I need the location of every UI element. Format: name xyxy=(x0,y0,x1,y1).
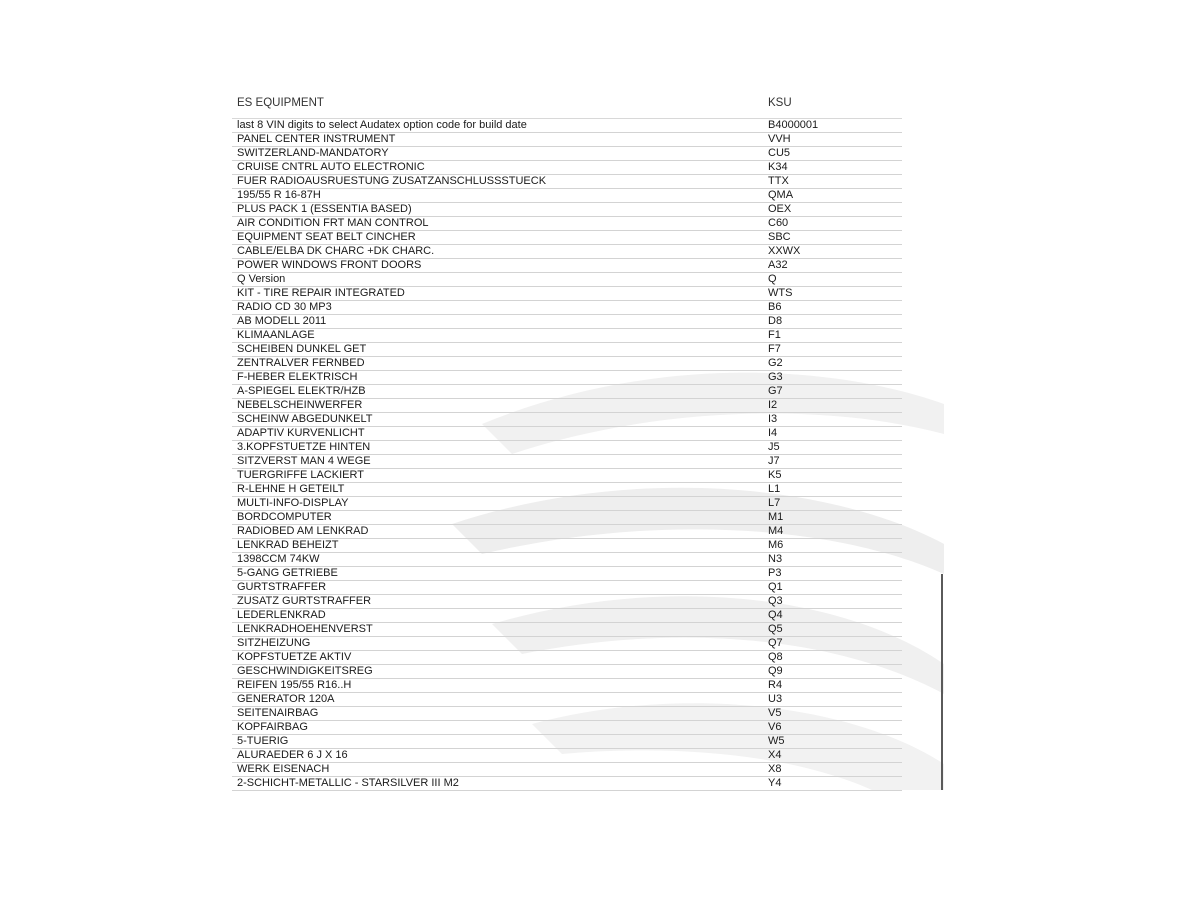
option-description: SCHEINW ABGEDUNKELT xyxy=(237,413,373,425)
option-code: CU5 xyxy=(768,147,791,159)
option-code: G7 xyxy=(768,385,783,397)
table-row xyxy=(232,231,902,245)
table-row xyxy=(232,567,902,581)
table-row xyxy=(232,315,902,329)
table-row xyxy=(232,175,902,189)
table-row xyxy=(232,763,902,777)
table-row xyxy=(232,651,902,665)
option-code: Q4 xyxy=(768,609,783,621)
option-description: CABLE/ELBA DK CHARC +DK CHARC. xyxy=(237,245,435,257)
option-code: W5 xyxy=(768,735,785,747)
option-description: LEDERLENKRAD xyxy=(237,609,326,621)
option-code: F1 xyxy=(768,329,781,341)
option-description: LENKRAD BEHEIZT xyxy=(237,539,339,551)
option-code-list-panel xyxy=(232,97,944,790)
option-code: G2 xyxy=(768,357,783,369)
option-code: Q3 xyxy=(768,595,783,607)
option-description: R-LEHNE H GETEILT xyxy=(237,483,345,495)
table-row xyxy=(232,147,902,161)
table-row xyxy=(232,399,902,413)
table-row xyxy=(232,735,902,749)
option-code: Q xyxy=(768,273,777,285)
option-description: GENERATOR 120A xyxy=(237,693,335,705)
option-code: N3 xyxy=(768,553,783,565)
option-description: KIT - TIRE REPAIR INTEGRATED xyxy=(237,287,405,299)
option-code: Q5 xyxy=(768,623,783,635)
option-description: EQUIPMENT SEAT BELT CINCHER xyxy=(237,231,416,243)
option-description: CRUISE CNTRL AUTO ELECTRONIC xyxy=(237,161,425,173)
option-description: ADAPTIV KURVENLICHT xyxy=(237,427,365,439)
option-description: A-SPIEGEL ELEKTR/HZB xyxy=(237,385,366,397)
option-code: M1 xyxy=(768,511,784,523)
option-code: WTS xyxy=(768,287,793,299)
option-description: last 8 VIN digits to select Audatex option code for build date xyxy=(237,119,527,131)
option-code: R4 xyxy=(768,679,783,691)
option-code: QMA xyxy=(768,189,794,201)
table-row xyxy=(232,637,902,651)
option-description: GURTSTRAFFER xyxy=(237,581,327,593)
option-description: GESCHWINDIGKEITSREG xyxy=(237,665,373,677)
option-code: L1 xyxy=(768,483,781,495)
table-row xyxy=(232,777,902,791)
table-row xyxy=(232,329,902,343)
option-description: F-HEBER ELEKTRISCH xyxy=(237,371,358,383)
option-description: 5-GANG GETRIEBE xyxy=(237,567,338,579)
option-code-table xyxy=(232,119,902,791)
option-description: MULTI-INFO-DISPLAY xyxy=(237,497,349,509)
table-row xyxy=(232,497,902,511)
table-row xyxy=(232,413,902,427)
option-description: PLUS PACK 1 (ESSENTIA BASED) xyxy=(237,203,412,215)
option-description: RADIOBED AM LENKRAD xyxy=(237,525,369,537)
option-code: Y4 xyxy=(768,777,782,789)
option-description: Q Version xyxy=(237,273,286,285)
table-row xyxy=(232,259,902,273)
option-description: FUER RADIOAUSRUESTUNG ZUSATZANSCHLUSSSTUECK xyxy=(237,175,547,187)
option-description: POWER WINDOWS FRONT DOORS xyxy=(237,259,422,271)
table-row xyxy=(232,707,902,721)
option-code: K5 xyxy=(768,469,782,481)
option-description: 2-SCHICHT-METALLIC - STARSILVER III M2 xyxy=(237,777,459,789)
table-row xyxy=(232,357,902,371)
table-row xyxy=(232,217,902,231)
table-row xyxy=(232,721,902,735)
option-code: SBC xyxy=(768,231,791,243)
clipped-row-description: ES EQUIPMENT xyxy=(237,97,324,109)
table-row xyxy=(232,553,902,567)
option-code: V6 xyxy=(768,721,782,733)
option-description: PANEL CENTER INSTRUMENT xyxy=(237,133,396,145)
table-row xyxy=(232,371,902,385)
table-row xyxy=(232,483,902,497)
option-code: M4 xyxy=(768,525,784,537)
option-code: F7 xyxy=(768,343,781,355)
table-row xyxy=(232,441,902,455)
option-code: K34 xyxy=(768,161,788,173)
option-code: B6 xyxy=(768,301,782,313)
table-row xyxy=(232,203,902,217)
option-description: TUERGRIFFE LACKIERT xyxy=(237,469,364,481)
option-code: I3 xyxy=(768,413,778,425)
option-code: X4 xyxy=(768,749,782,761)
option-code: Q8 xyxy=(768,651,783,663)
option-description: SITZVERST MAN 4 WEGE xyxy=(237,455,371,467)
option-description: KOPFAIRBAG xyxy=(237,721,308,733)
option-description: KLIMAANLAGE xyxy=(237,329,315,341)
option-code: M6 xyxy=(768,539,784,551)
option-description: AIR CONDITION FRT MAN CONTROL xyxy=(237,217,429,229)
table-row xyxy=(232,609,902,623)
option-code: X8 xyxy=(768,763,782,775)
option-description: SEITENAIRBAG xyxy=(237,707,319,719)
option-description: BORDCOMPUTER xyxy=(237,511,332,523)
option-code: VVH xyxy=(768,133,791,145)
option-code: Q7 xyxy=(768,637,783,649)
option-description: KOPFSTUETZE AKTIV xyxy=(237,651,352,663)
option-description: 3.KOPFSTUETZE HINTEN xyxy=(237,441,371,453)
option-code: Q9 xyxy=(768,665,783,677)
option-code: XXWX xyxy=(768,245,801,257)
table-row xyxy=(232,525,902,539)
option-code: I4 xyxy=(768,427,778,439)
table-row xyxy=(232,189,902,203)
option-code: J7 xyxy=(768,455,780,467)
option-description: REIFEN 195/55 R16..H xyxy=(237,679,352,691)
table-row xyxy=(232,427,902,441)
option-code: OEX xyxy=(768,203,792,215)
option-code: D8 xyxy=(768,315,783,327)
option-description: ZENTRALVER FERNBED xyxy=(237,357,365,369)
option-code: C60 xyxy=(768,217,789,229)
option-description: SCHEIBEN DUNKEL GET xyxy=(237,343,367,355)
table-row xyxy=(232,455,902,469)
clipped-table-row xyxy=(232,97,902,119)
option-code: U3 xyxy=(768,693,783,705)
option-description: RADIO CD 30 MP3 xyxy=(237,301,332,313)
option-description: AB MODELL 2011 xyxy=(237,315,327,327)
option-code: A32 xyxy=(768,259,788,271)
option-description: ALURAEDER 6 J X 16 xyxy=(237,749,348,761)
table-row xyxy=(232,301,902,315)
option-code: G3 xyxy=(768,371,783,383)
option-code: P3 xyxy=(768,567,782,579)
table-row xyxy=(232,581,902,595)
table-row xyxy=(232,595,902,609)
table-row xyxy=(232,679,902,693)
table-row xyxy=(232,665,902,679)
option-description: WERK EISENACH xyxy=(237,763,330,775)
table-row xyxy=(232,385,902,399)
option-code: Q1 xyxy=(768,581,783,593)
option-description: SITZHEIZUNG xyxy=(237,637,311,649)
option-description: SWITZERLAND-MANDATORY xyxy=(237,147,389,159)
option-code: V5 xyxy=(768,707,782,719)
table-row xyxy=(232,539,902,553)
table-row xyxy=(232,469,902,483)
table-row xyxy=(232,273,902,287)
option-description: 5-TUERIG xyxy=(237,735,289,747)
table-row xyxy=(232,749,902,763)
table-row xyxy=(232,161,902,175)
option-description: 195/55 R 16-87H xyxy=(237,189,321,201)
table-row xyxy=(232,511,902,525)
table-row xyxy=(232,623,902,637)
option-code: B4000001 xyxy=(768,119,819,131)
table-row xyxy=(232,245,902,259)
clipped-row-code: KSU xyxy=(768,97,792,109)
option-code: I2 xyxy=(768,399,778,411)
option-code: TTX xyxy=(768,175,789,187)
table-row xyxy=(232,133,902,147)
table-row xyxy=(232,693,902,707)
table-row xyxy=(232,343,902,357)
option-description: 1398CCM 74KW xyxy=(237,553,320,565)
table-row xyxy=(232,119,902,133)
option-description: NEBELSCHEINWERFER xyxy=(237,399,363,411)
scrollbar-edge xyxy=(941,574,943,790)
option-description: ZUSATZ GURTSTRAFFER xyxy=(237,595,372,607)
table-row xyxy=(232,287,902,301)
option-code: L7 xyxy=(768,497,781,509)
option-description: LENKRADHOEHENVERST xyxy=(237,623,373,635)
option-code: J5 xyxy=(768,441,780,453)
